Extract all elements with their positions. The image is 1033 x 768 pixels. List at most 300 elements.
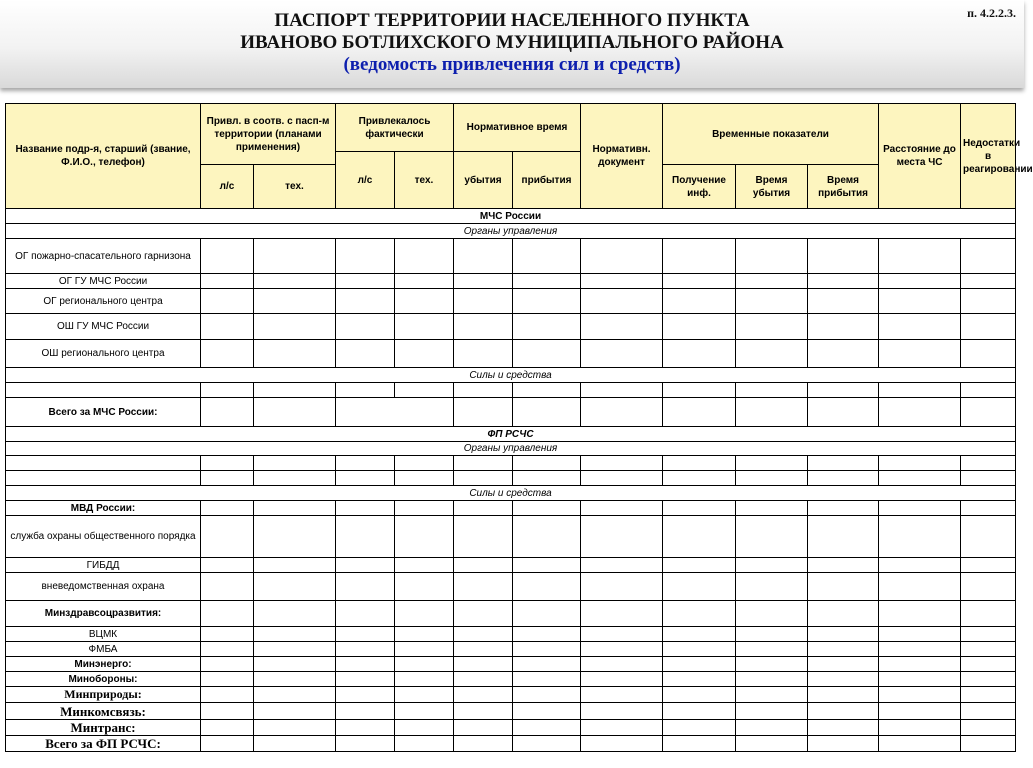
empty-cell	[961, 501, 1016, 516]
row-label: Минэнерго:	[6, 657, 201, 672]
empty-cell	[961, 736, 1016, 752]
empty-cell	[663, 471, 736, 486]
empty-cell	[201, 558, 254, 573]
empty-cell	[513, 239, 581, 274]
empty-cell	[663, 314, 736, 340]
section-reference: п. 4.2.2.3.	[967, 6, 1016, 20]
empty-cell	[961, 314, 1016, 340]
empty-cell	[513, 736, 581, 752]
empty-cell	[808, 627, 879, 642]
empty-cell	[395, 239, 454, 274]
empty-cell	[454, 398, 513, 427]
empty-cell	[808, 340, 879, 368]
empty-cell	[336, 558, 395, 573]
empty-cell	[513, 516, 581, 558]
empty-cell	[736, 340, 808, 368]
empty-cell	[581, 501, 663, 516]
empty-cell	[336, 642, 395, 657]
empty-cell	[879, 687, 961, 703]
table-row	[6, 657, 1016, 672]
empty-cell	[201, 672, 254, 687]
empty-cell	[663, 657, 736, 672]
empty-cell	[201, 471, 254, 486]
empty-cell	[395, 516, 454, 558]
empty-cell	[808, 642, 879, 657]
empty-cell	[736, 642, 808, 657]
empty-cell	[736, 558, 808, 573]
table-row	[6, 558, 1016, 573]
empty-cell	[454, 501, 513, 516]
empty-cell	[961, 573, 1016, 601]
empty-cell	[808, 736, 879, 752]
section-fp: ФП РСЧС	[6, 427, 1016, 442]
empty-cell	[961, 383, 1016, 398]
empty-cell	[254, 720, 336, 736]
empty-cell	[663, 516, 736, 558]
empty-cell	[395, 687, 454, 703]
empty-cell	[808, 456, 879, 471]
empty-cell	[736, 501, 808, 516]
empty-cell	[336, 672, 395, 687]
empty-cell	[736, 720, 808, 736]
empty-cell	[961, 627, 1016, 642]
empty-cell	[254, 471, 336, 486]
empty-cell	[513, 289, 581, 314]
table-row	[6, 398, 1016, 427]
empty-cell	[254, 672, 336, 687]
empty-cell	[736, 456, 808, 471]
empty-cell	[201, 720, 254, 736]
empty-cell	[395, 573, 454, 601]
empty-cell	[663, 573, 736, 601]
row-label: ОШ регионального центра	[6, 340, 201, 368]
empty-cell	[513, 340, 581, 368]
empty-cell	[736, 289, 808, 314]
empty-cell	[879, 703, 961, 720]
empty-cell	[454, 573, 513, 601]
row-label: Минкомсвязь:	[6, 703, 201, 720]
empty-cell	[454, 627, 513, 642]
empty-cell	[808, 657, 879, 672]
empty-cell	[454, 314, 513, 340]
empty-cell	[663, 720, 736, 736]
table-row	[6, 516, 1016, 558]
empty-cell	[808, 672, 879, 687]
empty-cell	[336, 340, 395, 368]
empty-cell	[395, 471, 454, 486]
empty-cell	[254, 501, 336, 516]
empty-cell	[254, 703, 336, 720]
empty-cell	[961, 672, 1016, 687]
empty-cell	[961, 657, 1016, 672]
col-lacks: Недостатки в реагировании	[961, 104, 1016, 209]
empty-cell	[736, 239, 808, 274]
row-label: Минтранс:	[6, 720, 201, 736]
empty-cell	[663, 642, 736, 657]
table-row	[6, 601, 1016, 627]
empty-cell	[395, 703, 454, 720]
empty-cell	[736, 657, 808, 672]
empty-cell	[961, 703, 1016, 720]
empty-cell	[961, 289, 1016, 314]
empty-cell	[961, 239, 1016, 274]
empty-cell	[513, 720, 581, 736]
empty-cell	[736, 573, 808, 601]
empty-cell	[201, 736, 254, 752]
empty-cell	[336, 289, 395, 314]
empty-cell	[201, 289, 254, 314]
empty-cell	[581, 340, 663, 368]
empty-cell	[581, 383, 663, 398]
empty-cell	[395, 736, 454, 752]
empty-cell	[879, 736, 961, 752]
empty-cell	[879, 558, 961, 573]
row-label: МВД России:	[6, 501, 201, 516]
empty-cell	[961, 456, 1016, 471]
empty-cell	[808, 501, 879, 516]
empty-cell	[663, 383, 736, 398]
empty-cell	[663, 501, 736, 516]
empty-cell	[201, 627, 254, 642]
empty-cell	[879, 340, 961, 368]
empty-cell	[879, 573, 961, 601]
row-label: вневедомственная охрана	[6, 573, 201, 601]
empty-cell	[395, 456, 454, 471]
empty-cell	[454, 736, 513, 752]
empty-cell	[581, 239, 663, 274]
empty-cell	[879, 516, 961, 558]
empty-cell	[513, 642, 581, 657]
section-mchs: МЧС России	[6, 209, 1016, 224]
table-row	[6, 573, 1016, 601]
row-label: служба охраны общественного порядка	[6, 516, 201, 558]
empty-cell	[581, 657, 663, 672]
col-time-recv: Получение инф.	[663, 165, 736, 209]
empty-cell	[879, 601, 961, 627]
subsection-forces-fp: Силы и средства	[6, 486, 1016, 501]
empty-cell	[454, 703, 513, 720]
empty-cell	[201, 239, 254, 274]
empty-cell	[336, 239, 395, 274]
empty-cell	[6, 456, 201, 471]
empty-cell	[581, 720, 663, 736]
empty-cell	[6, 383, 201, 398]
col-plan-ls: л/с	[201, 165, 254, 209]
empty-cell	[808, 703, 879, 720]
table-row	[6, 672, 1016, 687]
empty-cell	[336, 274, 395, 289]
empty-cell	[581, 289, 663, 314]
empty-cell	[808, 558, 879, 573]
table-row	[6, 687, 1016, 703]
empty-cell	[454, 642, 513, 657]
empty-cell	[736, 314, 808, 340]
empty-cell	[961, 274, 1016, 289]
empty-cell	[663, 601, 736, 627]
empty-cell	[513, 274, 581, 289]
empty-cell	[879, 289, 961, 314]
col-distance: Расстояние до места ЧС	[879, 104, 961, 209]
empty-cell	[808, 383, 879, 398]
empty-cell	[736, 601, 808, 627]
table-row	[6, 289, 1016, 314]
empty-cell	[336, 383, 395, 398]
empty-cell	[961, 516, 1016, 558]
empty-cell	[201, 314, 254, 340]
empty-cell	[201, 703, 254, 720]
empty-cell	[808, 573, 879, 601]
empty-cell	[663, 703, 736, 720]
empty-cell	[961, 340, 1016, 368]
empty-cell	[454, 516, 513, 558]
empty-cell	[879, 501, 961, 516]
empty-cell	[961, 471, 1016, 486]
empty-cell	[581, 516, 663, 558]
empty-cell	[254, 687, 336, 703]
empty-cell	[879, 239, 961, 274]
table-row	[6, 239, 1016, 274]
empty-cell	[336, 456, 395, 471]
empty-cell	[201, 340, 254, 368]
empty-cell	[336, 398, 454, 427]
empty-cell	[395, 314, 454, 340]
table-row	[6, 501, 1016, 516]
empty-cell	[879, 383, 961, 398]
empty-cell	[513, 456, 581, 471]
empty-cell	[336, 687, 395, 703]
empty-cell	[879, 471, 961, 486]
empty-cell	[879, 642, 961, 657]
empty-cell	[581, 573, 663, 601]
empty-cell	[513, 501, 581, 516]
empty-cell	[513, 687, 581, 703]
empty-cell	[201, 601, 254, 627]
empty-cell	[879, 398, 961, 427]
empty-cell	[663, 558, 736, 573]
forces-table	[5, 103, 1033, 752]
empty-cell	[254, 314, 336, 340]
empty-cell	[581, 398, 663, 427]
row-label: ОГ ГУ МЧС России	[6, 274, 201, 289]
empty-cell	[736, 274, 808, 289]
empty-cell	[663, 627, 736, 642]
empty-cell	[201, 573, 254, 601]
empty-cell	[454, 672, 513, 687]
empty-cell	[513, 703, 581, 720]
empty-cell	[395, 274, 454, 289]
empty-cell	[254, 398, 336, 427]
empty-cell	[808, 289, 879, 314]
empty-cell	[663, 736, 736, 752]
table-row	[6, 642, 1016, 657]
table-row	[6, 314, 1016, 340]
empty-cell	[201, 383, 254, 398]
row-label: ОШ ГУ МЧС России	[6, 314, 201, 340]
empty-cell	[581, 558, 663, 573]
page-title-line2: ИВАНОВО БОТЛИХСКОГО МУНИЦИПАЛЬНОГО РАЙОНА	[240, 32, 784, 53]
empty-cell	[513, 471, 581, 486]
empty-cell	[454, 558, 513, 573]
empty-cell	[808, 239, 879, 274]
empty-cell	[336, 501, 395, 516]
table-row	[6, 471, 1016, 486]
table-row	[6, 456, 1016, 471]
empty-cell	[513, 657, 581, 672]
row-label: ГИБДД	[6, 558, 201, 573]
row-label: Минприроды:	[6, 687, 201, 703]
empty-cell	[581, 601, 663, 627]
empty-cell	[254, 239, 336, 274]
empty-cell	[201, 642, 254, 657]
total-mchs-label: Всего за МЧС России:	[6, 398, 201, 427]
empty-cell	[454, 383, 513, 398]
empty-cell	[254, 657, 336, 672]
empty-cell	[808, 471, 879, 486]
empty-cell	[201, 501, 254, 516]
empty-cell	[336, 516, 395, 558]
col-plan: Привл. в соотв. с пасп-м территории (планами применения)	[201, 104, 336, 165]
empty-cell	[879, 314, 961, 340]
empty-cell	[254, 627, 336, 642]
empty-cell	[454, 687, 513, 703]
col-time-arr: Время прибытия	[808, 165, 879, 209]
subsection-mgmt-fp: Органы управления	[6, 442, 1016, 456]
table-header	[6, 104, 1033, 209]
table-row	[6, 703, 1016, 720]
row-label: Минздравсоцразвития:	[6, 601, 201, 627]
empty-cell	[736, 672, 808, 687]
empty-cell	[454, 471, 513, 486]
empty-cell	[454, 720, 513, 736]
empty-cell	[879, 720, 961, 736]
empty-cell	[336, 314, 395, 340]
empty-cell	[254, 274, 336, 289]
empty-cell	[961, 398, 1016, 427]
empty-cell	[513, 573, 581, 601]
title-block	[0, 10, 1024, 76]
table-row	[6, 720, 1016, 736]
empty-cell	[736, 736, 808, 752]
empty-cell	[454, 340, 513, 368]
empty-cell	[201, 687, 254, 703]
empty-cell	[581, 627, 663, 642]
empty-cell	[254, 736, 336, 752]
empty-cell	[254, 383, 336, 398]
empty-cell	[961, 558, 1016, 573]
empty-cell	[961, 601, 1016, 627]
empty-cell	[336, 720, 395, 736]
empty-cell	[736, 383, 808, 398]
empty-cell	[336, 471, 395, 486]
empty-cell	[454, 657, 513, 672]
empty-cell	[736, 471, 808, 486]
empty-cell	[454, 456, 513, 471]
row-label: ОГ регионального центра	[6, 289, 201, 314]
empty-cell	[395, 501, 454, 516]
empty-cell	[513, 314, 581, 340]
page-title-line1: ПАСПОРТ ТЕРРИТОРИИ НАСЕЛЕННОГО ПУНКТА	[274, 10, 750, 31]
empty-cell	[581, 672, 663, 687]
empty-cell	[663, 687, 736, 703]
empty-cell	[336, 601, 395, 627]
empty-cell	[736, 398, 808, 427]
empty-cell	[663, 672, 736, 687]
row-label: ФМБА	[6, 642, 201, 657]
empty-cell	[395, 601, 454, 627]
title-banner	[0, 0, 1024, 88]
table-row	[6, 736, 1016, 752]
empty-cell	[663, 239, 736, 274]
empty-cell	[513, 383, 581, 398]
empty-cell	[961, 720, 1016, 736]
empty-cell	[879, 672, 961, 687]
col-time-indicators: Временные показатели	[663, 104, 879, 165]
table-row	[6, 340, 1016, 368]
table-row	[6, 383, 1016, 398]
empty-cell	[581, 703, 663, 720]
table-row	[6, 274, 1016, 289]
table-row	[6, 627, 1016, 642]
empty-cell	[581, 274, 663, 289]
col-actual-ls: л/с	[336, 152, 395, 209]
empty-cell	[254, 601, 336, 627]
empty-cell	[201, 516, 254, 558]
empty-cell	[581, 314, 663, 340]
empty-cell	[879, 627, 961, 642]
empty-cell	[663, 274, 736, 289]
col-actual-tech: тех.	[395, 152, 454, 209]
empty-cell	[336, 736, 395, 752]
empty-cell	[395, 642, 454, 657]
empty-cell	[336, 703, 395, 720]
empty-cell	[254, 558, 336, 573]
empty-cell	[808, 687, 879, 703]
table-body	[6, 209, 1016, 752]
empty-cell	[736, 627, 808, 642]
empty-cell	[395, 289, 454, 314]
empty-cell	[736, 687, 808, 703]
empty-cell	[961, 687, 1016, 703]
empty-cell	[808, 720, 879, 736]
empty-cell	[663, 289, 736, 314]
empty-cell	[454, 274, 513, 289]
empty-cell	[254, 289, 336, 314]
empty-cell	[454, 601, 513, 627]
empty-cell	[808, 601, 879, 627]
empty-cell	[581, 471, 663, 486]
col-norm-dep: убытия	[454, 152, 513, 209]
col-name: Название подр-я, старший (звание, Ф.И.О., телефон)	[6, 104, 201, 209]
empty-cell	[201, 456, 254, 471]
empty-cell	[663, 340, 736, 368]
empty-cell	[201, 657, 254, 672]
empty-cell	[808, 398, 879, 427]
empty-cell	[513, 558, 581, 573]
empty-cell	[736, 516, 808, 558]
subsection-forces: Силы и средства	[6, 368, 1016, 383]
empty-cell	[336, 657, 395, 672]
empty-cell	[736, 703, 808, 720]
empty-cell	[581, 642, 663, 657]
col-norm-doc: Нормативн. документ	[581, 104, 663, 209]
empty-cell	[201, 398, 254, 427]
empty-cell	[254, 573, 336, 601]
empty-cell	[395, 383, 454, 398]
empty-cell	[254, 340, 336, 368]
empty-cell	[581, 687, 663, 703]
empty-cell	[395, 672, 454, 687]
empty-cell	[879, 456, 961, 471]
